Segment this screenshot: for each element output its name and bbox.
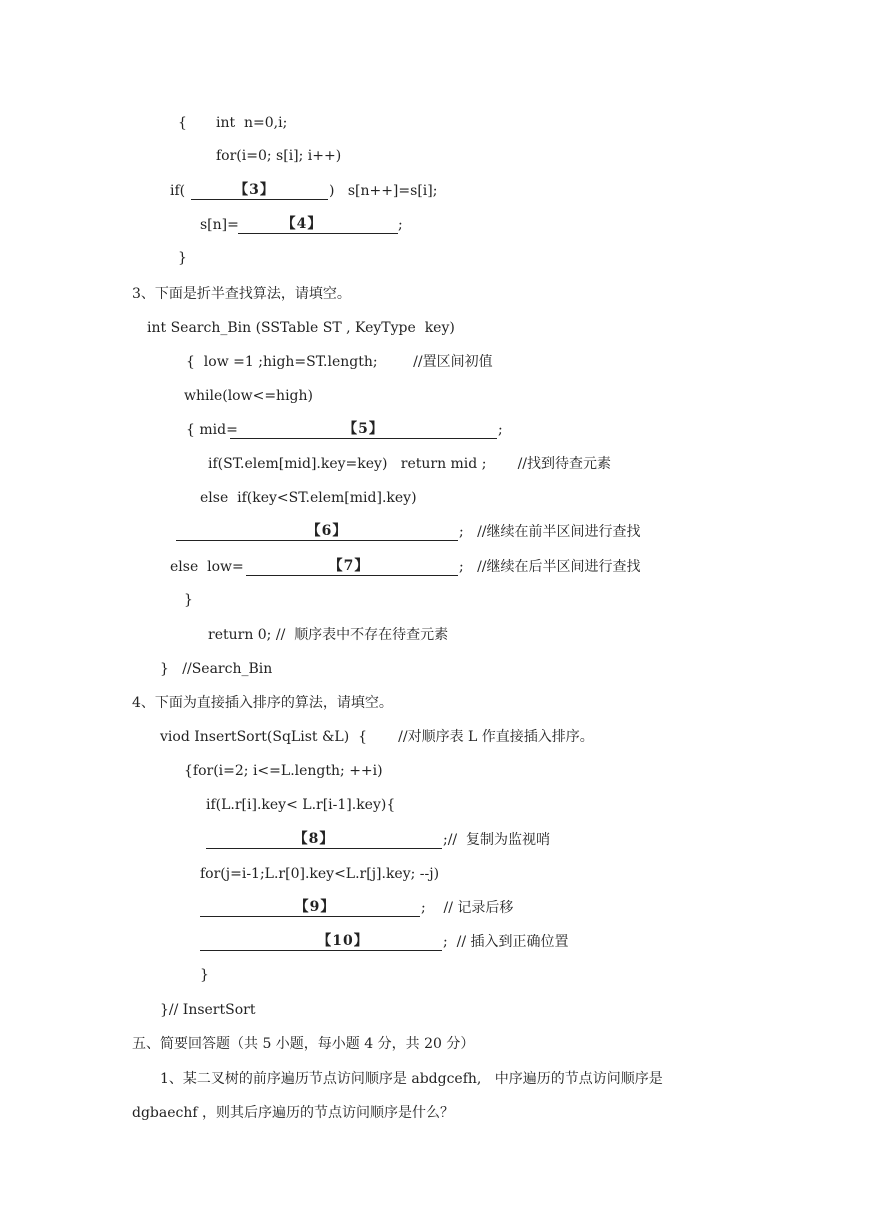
blank-10[interactable]: 【10】 [200, 932, 442, 951]
code-sn-suffix: ; [398, 217, 403, 233]
code-inner-close-2: } [200, 967, 209, 983]
code-declaration: int n=0,i; [216, 115, 288, 131]
blank-4[interactable]: 【4】 [238, 215, 398, 234]
code-line7-comment: ; //继续在后半区间进行查找 [459, 559, 641, 575]
code-signature: int Search_Bin (SSTable ST , KeyType key) [147, 320, 455, 336]
code-for-i: {for(i=2; i<=L.length; ++i) [184, 763, 383, 779]
code-mid-prefix: { mid= [186, 422, 238, 438]
code-sn-prefix: s[n]= [200, 217, 239, 233]
code-init: { low =1 ;high=ST.length; //置区间初值 [186, 354, 493, 370]
section-5-heading: 五、简要回答题（共 5 小题，每小题 4 分，共 20 分） [132, 1036, 475, 1052]
code-brace-open: { [178, 115, 187, 131]
code-if-prefix: if( [170, 183, 186, 199]
blank-5[interactable]: 【5】 [230, 420, 497, 439]
code-return: return 0; // 顺序表中不存在待查元素 [208, 627, 449, 643]
blank-9[interactable]: 【9】 [200, 898, 420, 917]
code-if-found: if(ST.elem[mid].key=key) return mid ; //找到待查元素 [208, 456, 611, 472]
question-3-heading: 3、下面是折半查找算法，请填空。 [132, 286, 351, 302]
blank-8[interactable]: 【8】 [206, 830, 442, 849]
code-end: } //Search_Bin [160, 661, 273, 677]
blank-3[interactable]: 【3】 [191, 181, 328, 200]
code-if-key: if(L.r[i].key< L.r[i-1].key){ [206, 797, 396, 813]
code-for-j: for(j=i-1;L.r[0].key<L.r[j].key; --j) [200, 866, 440, 882]
code-line9-comment: ; // 记录后移 [421, 900, 514, 916]
code-else-if: else if(key<ST.elem[mid].key) [200, 490, 417, 506]
code-brace-close: } [178, 250, 187, 266]
code-line6-comment: ; //继续在前半区间进行查找 [459, 524, 641, 540]
question-5-1-line2: dgbaechf ，则其后序遍历的节点访问顺序是什么？ [132, 1105, 455, 1121]
code-line8-comment: ;// 复制为监视哨 [443, 832, 551, 848]
code-for-loop: for(i=0; s[i]; i++) [216, 148, 342, 164]
code-else-low: else low= [170, 559, 244, 575]
question-5-1-line1: 1、某二叉树的前序遍历节点访问顺序是 abdgcefh, 中序遍历的节点访问顺序是 [160, 1071, 663, 1087]
code-inner-close: } [184, 592, 193, 608]
code-mid-suffix: ; [498, 422, 503, 438]
blank-7[interactable]: 【7】 [246, 557, 458, 576]
question-4-heading: 4、下面为直接插入排序的算法，请填空。 [132, 695, 393, 711]
code-end-2: }// InsertSort [160, 1002, 256, 1018]
code-line10-comment: ; // 插入到正确位置 [443, 934, 569, 950]
blank-6[interactable]: 【6】 [176, 522, 458, 541]
code-signature-2: viod InsertSort(SqList &L) { //对顺序表 L 作直接插入排序。 [160, 729, 594, 745]
code-while: while(low<=high) [184, 388, 313, 404]
code-if-suffix: ) s[n++]=s[i]; [329, 183, 438, 199]
